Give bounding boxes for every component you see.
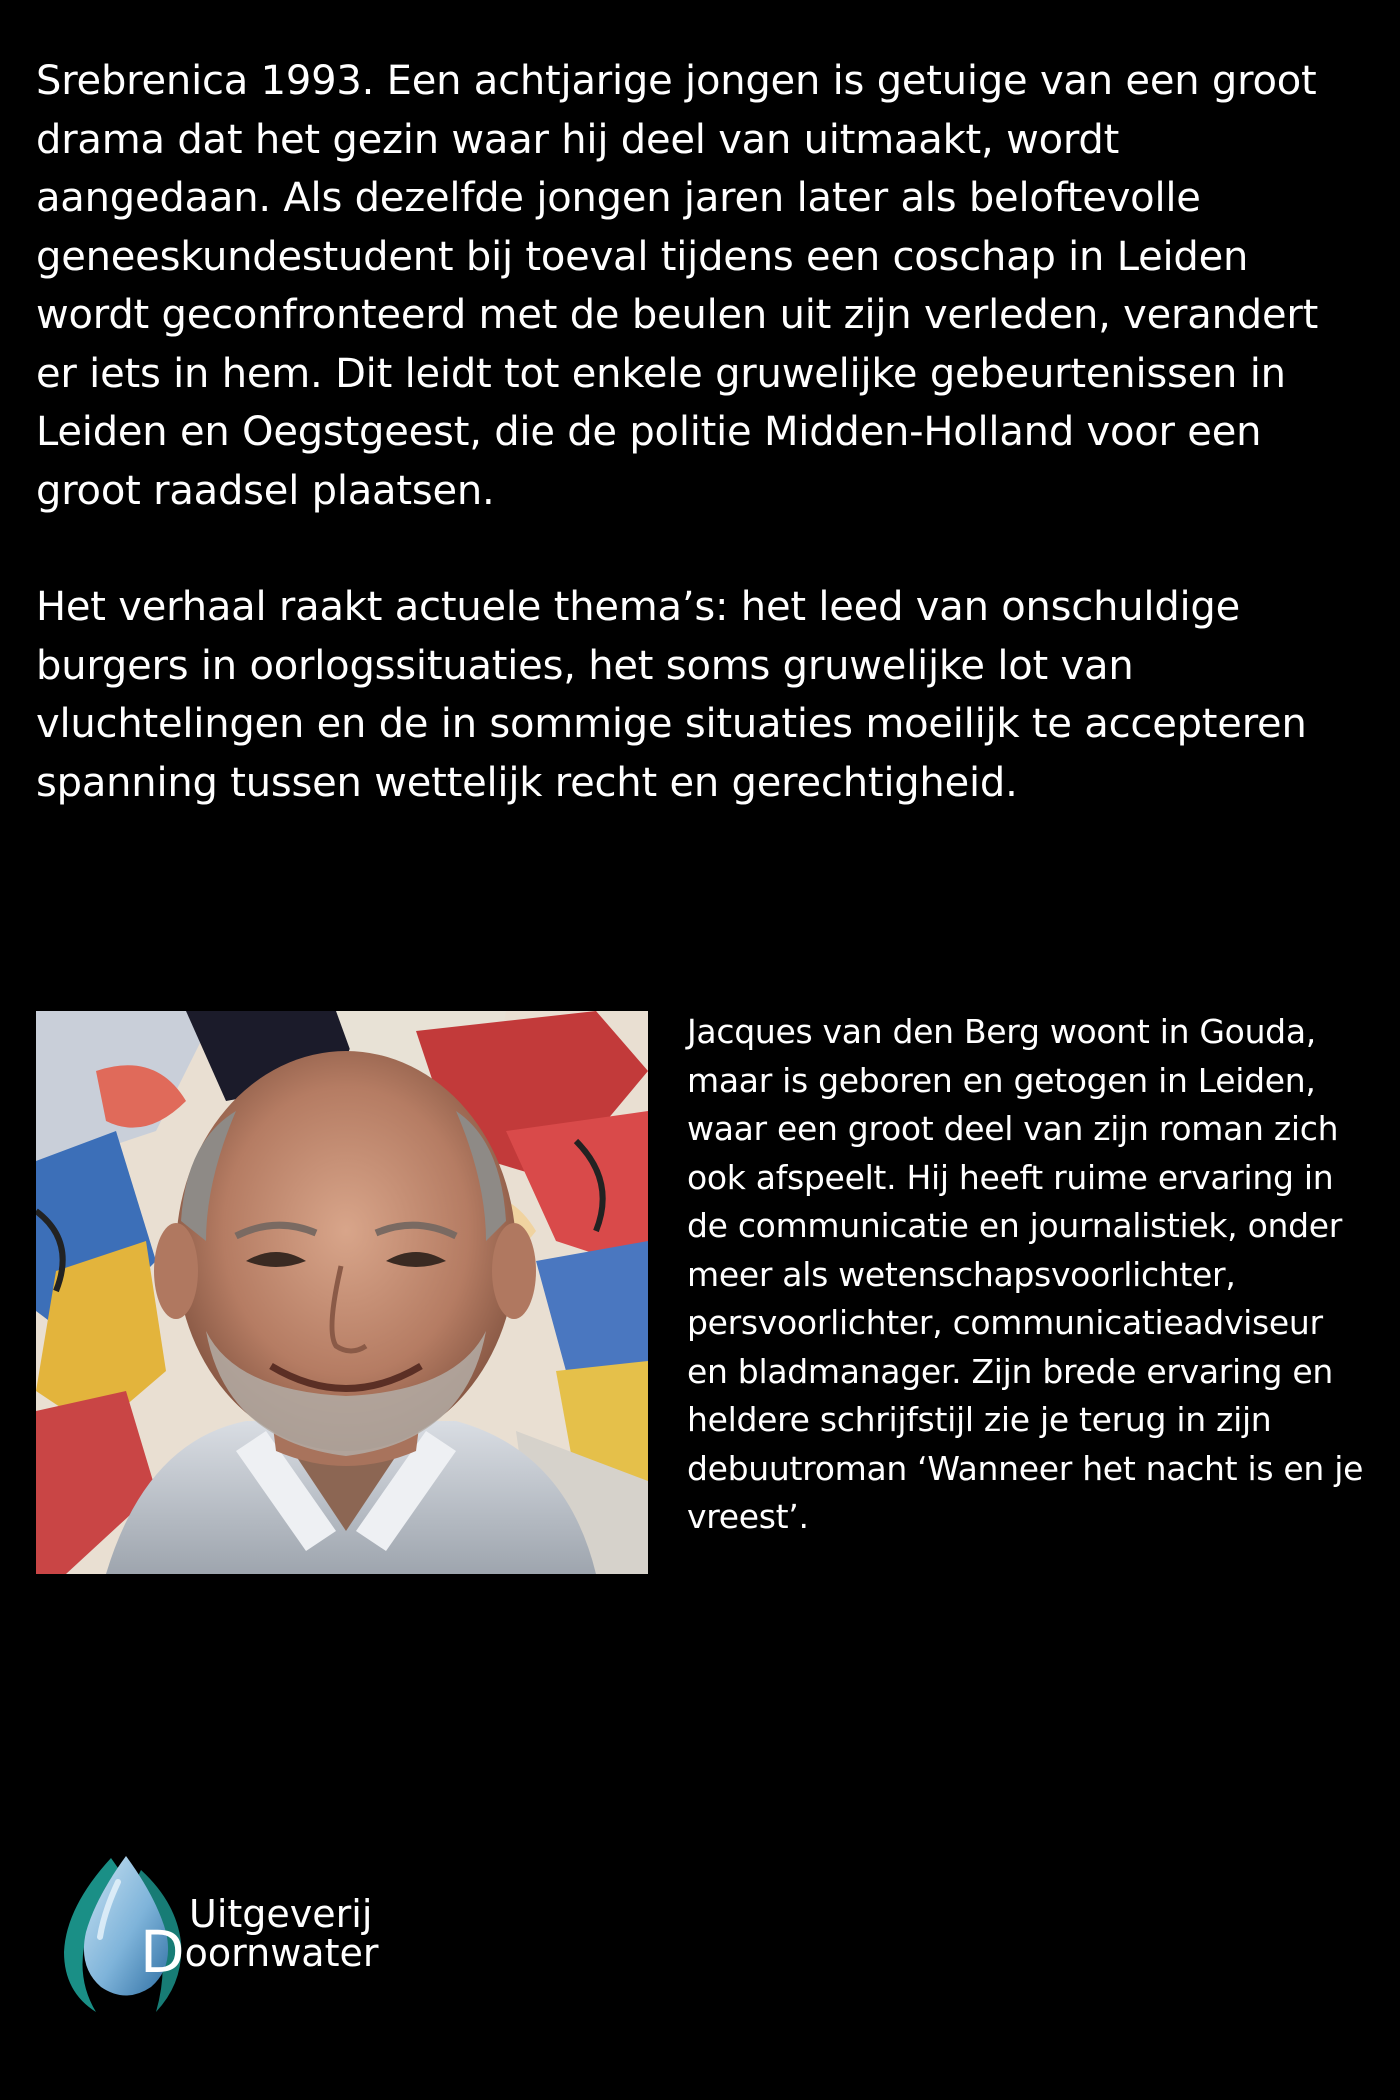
publisher-initial: D	[140, 1918, 185, 1986]
author-bio	[687, 1008, 1367, 1542]
blurb-paragraph-2: Het verhaal raakt actuele thema’s: het leed van onschuldige burgers in oorlogssituaties, het soms gruwelijke lot van vluchtelingen en de in sommige situaties moeilijk te accepteren spanning tussen wettelijk recht en gerechtigheid.	[36, 584, 1307, 806]
publisher-logo	[56, 1852, 416, 2017]
publisher-name-line-1: Uitgeverij	[189, 1892, 373, 1936]
author-photo	[36, 1011, 648, 1574]
author-bio-text: Jacques van den Berg woont in Gouda, maar is geboren en getogen in Leiden, waar een groot deel van zijn roman zich ook afspeelt. Hij heeft ruime ervaring in de communicatie en journalistiek, onder meer als wetenschapsvoorlichter, persvoorlichter, communicatieadviseur en bladmanager. Zijn brede ervaring en heldere schrijfstijl zie je terug in zijn debuutroman ‘Wanneer het nacht is en je vreest’.	[687, 1012, 1364, 1536]
publisher-name-line-2	[140, 1918, 379, 1986]
blurb-paragraph-1: Srebrenica 1993. Een achtjarige jongen is getuige van een groot drama dat het gezin waar hij deel van uitmaakt, wordt aangedaan. Als dezelfde jongen jaren later als beloftevolle geneeskundestudent bij toeval tijdens een coschap in Leiden wordt geconfronteerd met de beulen uit zijn verleden, verandert er iets in hem. Dit leidt tot enkele gruwelijke gebeurtenissen in Leiden en Oegstgeest, die de politie Midden-Holland voor een groot raadsel plaatsen.	[36, 58, 1319, 514]
publisher-name-rest: oornwater	[184, 1931, 379, 1975]
back-cover-blurb	[36, 52, 1366, 812]
